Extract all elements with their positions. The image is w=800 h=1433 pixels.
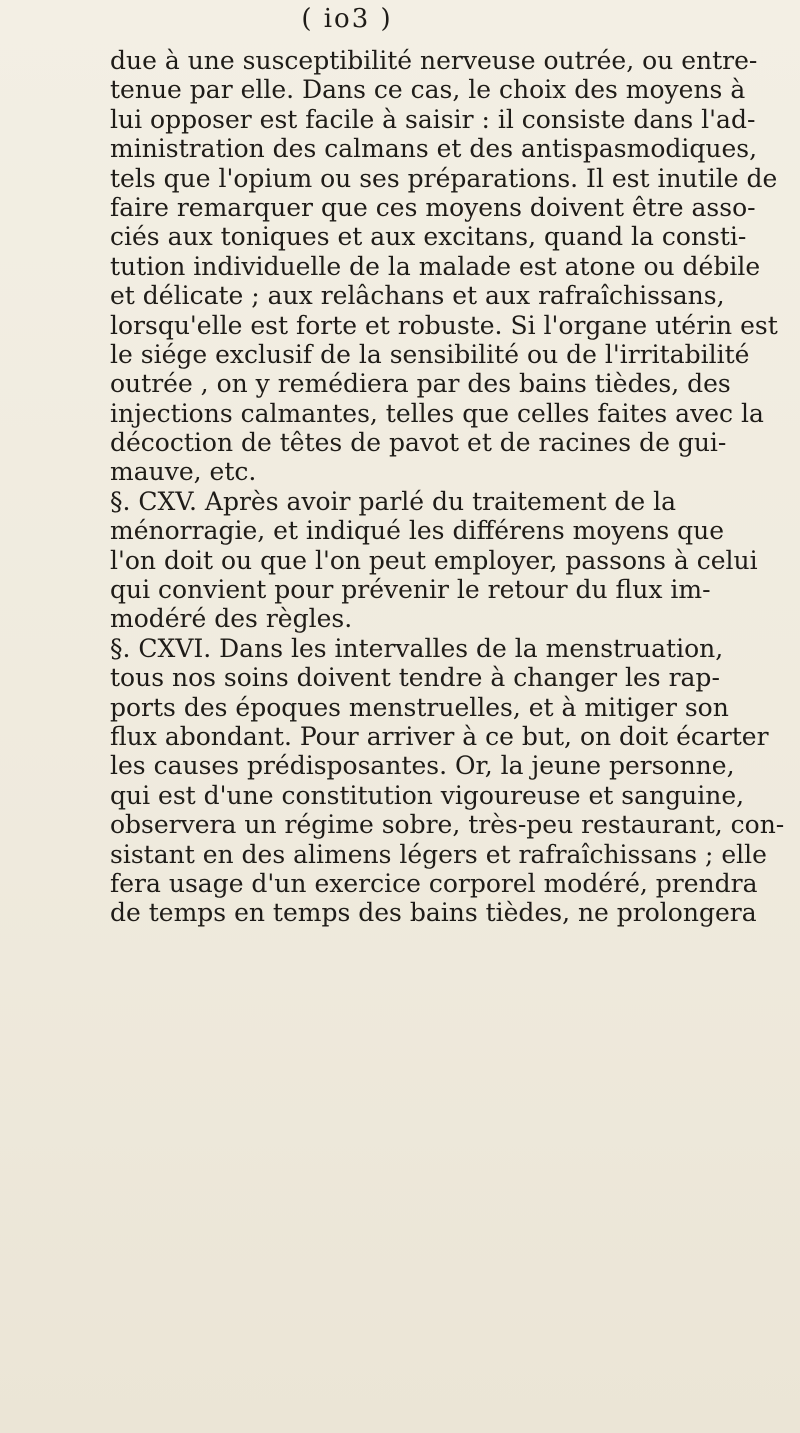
section-start-line: §. CXVI. Dans les intervalles de la menstruation, <box>110 633 724 663</box>
text-line: outrée , on y remédiera par des bains tièdes, des <box>110 369 731 399</box>
section-start-line: §. CXV. Après avoir parlé du traitement de la <box>110 486 677 516</box>
text-line: qui est d'une constitution vigoureuse et sanguine, <box>110 780 745 810</box>
text-line: faire remarquer que ces moyens doivent être asso- <box>110 192 756 222</box>
text-line: injections calmantes, telles que celles faites avec la <box>110 398 764 428</box>
text-line: due à une susceptibilité nerveuse outrée, ou entre- <box>110 46 758 75</box>
page-number: ( io3 ) <box>301 4 393 34</box>
text-line: décoction de têtes de pavot et de racines de gui- <box>110 428 727 458</box>
text-line: tels que l'opium ou ses préparations. Il est inutile de <box>110 163 778 193</box>
text-line: flux abondant. Pour arriver à ce but, on doit écarter <box>110 721 769 751</box>
body-text <box>110 46 784 928</box>
text-line: l'on doit ou que l'on peut employer, passons à celui <box>110 545 758 575</box>
text-line: ménorragie, et indiqué les différens moyens que <box>110 516 725 546</box>
text-line: lui opposer est facile à saisir : il consiste dans l'ad- <box>110 104 756 134</box>
text-line: lorsqu'elle est forte et robuste. Si l'organe utérin est <box>110 310 778 340</box>
text-line: tenue par elle. Dans ce cas, le choix des moyens à <box>110 75 746 105</box>
text-line: mauve, etc. <box>110 457 257 487</box>
text-line: ports des époques menstruelles, et à mitiger son <box>110 692 729 722</box>
text-line: tution individuelle de la malade est atone ou débile <box>110 251 761 281</box>
text-line: qui convient pour prévenir le retour du flux im- <box>110 575 711 605</box>
text-line: ciés aux toniques et aux excitans, quand la consti- <box>110 222 747 252</box>
text-line: tous nos soins doivent tendre à changer les rap- <box>110 663 720 693</box>
text-line: le siége exclusif de la sensibilité ou de l'irritabilité <box>110 339 750 369</box>
text-line: et délicate ; aux relâchans et aux rafraîchissans, <box>110 281 725 311</box>
text-line: sistant en des alimens légers et rafraîchissans ; elle <box>110 839 767 869</box>
text-line: observera un régime sobre, très-peu restaurant, con- <box>110 810 785 840</box>
text-line: fera usage d'un exercice corporel modéré, prendra <box>110 868 758 898</box>
text-line: modéré des règles. <box>110 604 353 634</box>
text-line: ministration des calmans et des antispasmodiques, <box>110 134 758 164</box>
text-line: les causes prédisposantes. Or, la jeune personne, <box>110 751 735 781</box>
text-line: de temps en temps des bains tièdes, ne prolongera <box>110 898 757 928</box>
